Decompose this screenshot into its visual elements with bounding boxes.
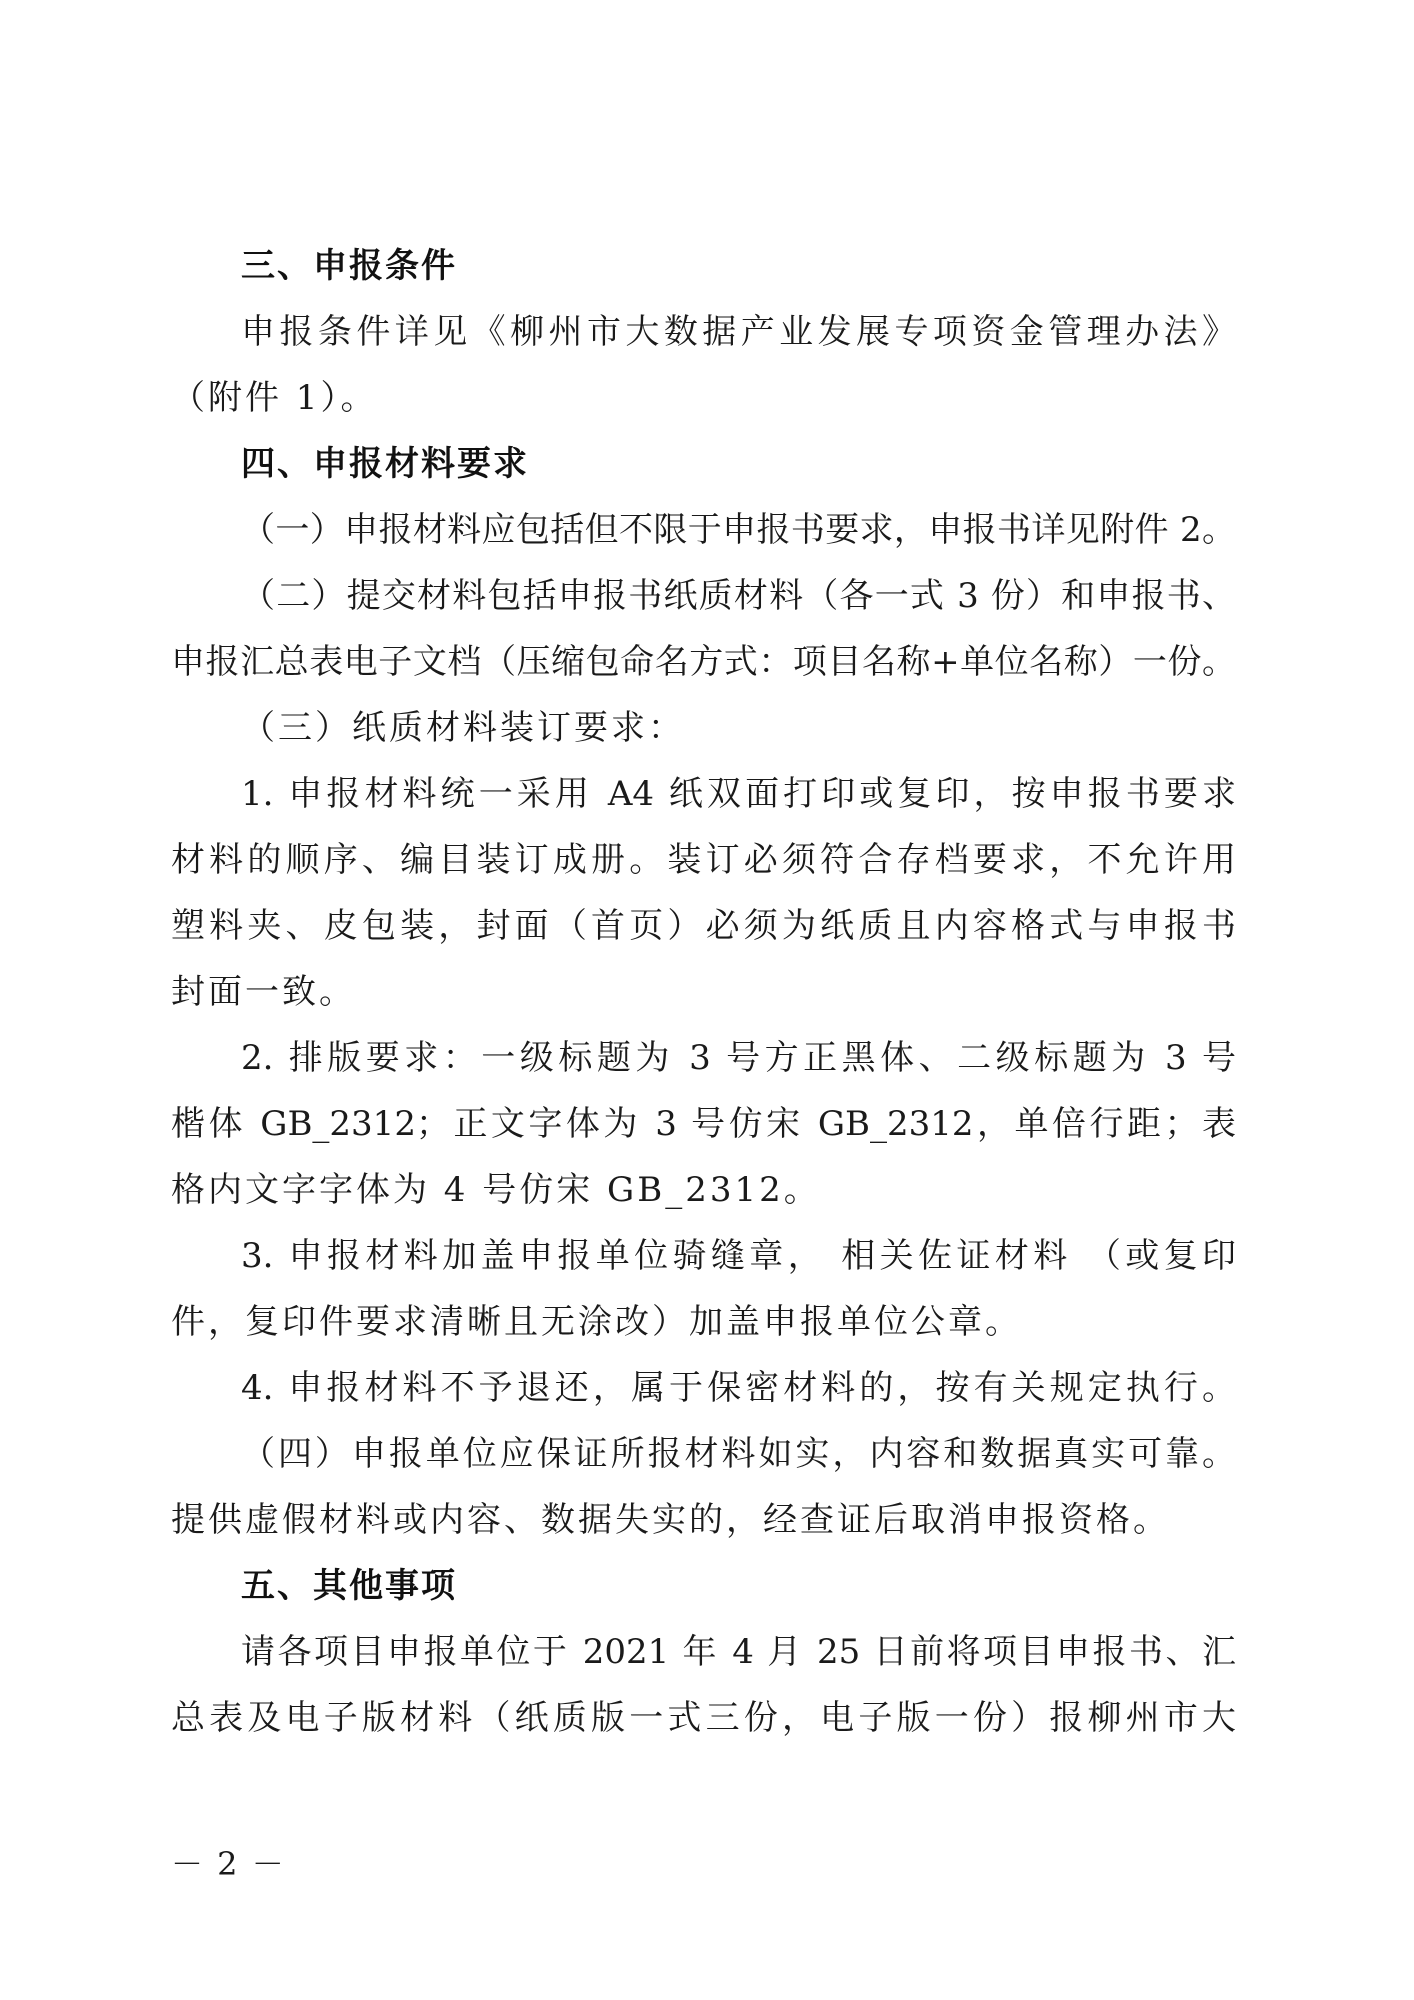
paragraph-line: 提供虚假材料或内容、数据失实的，经查证后取消申报资格。 (171, 1500, 1170, 1540)
paragraph-line: 总表及电子版材料（纸质版一式三份，电子版一份）报柳州市大 (171, 1698, 1236, 1738)
paragraph-line: 3. 申报材料加盖申报单位骑缝章， 相关佐证材料 （或复印 (241, 1236, 1236, 1276)
paragraph-line: 件，复印件要求清晰且无涂改）加盖申报单位公章。 (171, 1302, 1022, 1342)
paragraph-line: 1. 申报材料统一采用 A4 纸双面打印或复印，按申报书要求 (241, 774, 1236, 814)
paragraph-line: （附件 1）。 (171, 378, 378, 418)
document-body (171, 233, 1236, 1751)
paragraph-line: 4. 申报材料不予退还，属于保密材料的，按有关规定执行。 (241, 1368, 1236, 1408)
paragraph-line: 封面一致。 (171, 972, 356, 1012)
paragraph-line: 格内文字字体为 4 号仿宋 GB_2312。 (171, 1170, 821, 1210)
paragraph-line: （四）申报单位应保证所报材料如实，内容和数据真实可靠。 (241, 1434, 1236, 1474)
paragraph-line: 塑料夹、皮包装，封面（首页）必须为纸质且内容格式与申报书 (171, 906, 1236, 946)
section-heading: 三、申报条件 (241, 246, 457, 286)
paragraph-line: 申报汇总表电子文档（压缩包命名方式：项目名称+单位名称）一份。 (171, 642, 1236, 682)
paragraph-line: （一）申报材料应包括但不限于申报书要求，申报书详见附件 2。 (241, 510, 1236, 550)
page-number: － 2 － (171, 1845, 286, 1883)
paragraph-line: 请各项目申报单位于 2021 年 4 月 25 日前将项目申报书、汇 (241, 1632, 1236, 1672)
paragraph-line: （二）提交材料包括申报书纸质材料（各一式 3 份）和申报书、 (241, 576, 1236, 616)
paragraph-line: （三）纸质材料装订要求： (241, 708, 685, 748)
section-heading: 四、申报材料要求 (241, 444, 529, 484)
paragraph-line: 楷体 GB_2312；正文字体为 3 号仿宋 GB_2312，单倍行距；表 (171, 1104, 1236, 1144)
section-heading: 五、其他事项 (241, 1566, 457, 1606)
paragraph-line: 2. 排版要求：一级标题为 3 号方正黑体、二级标题为 3 号 (241, 1038, 1236, 1078)
paragraph-line: 申报条件详见《柳州市大数据产业发展专项资金管理办法》 (241, 312, 1236, 352)
paragraph-line: 材料的顺序、编目装订成册。装订必须符合存档要求，不允许用 (171, 840, 1236, 880)
